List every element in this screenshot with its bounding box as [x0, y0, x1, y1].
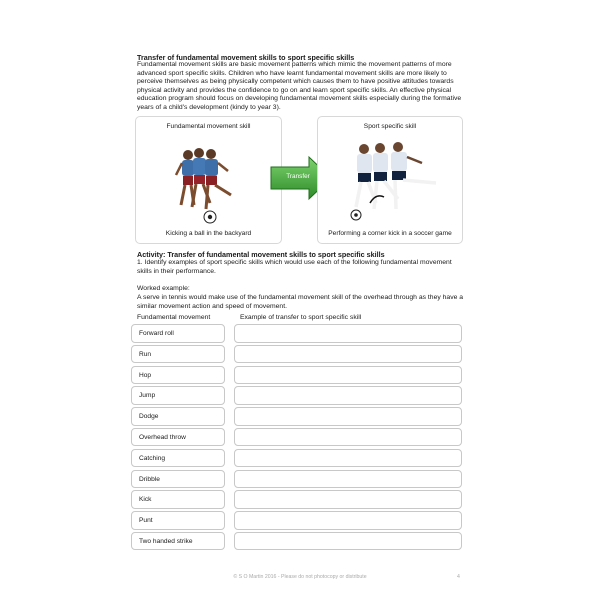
skill-label: Overhead throw	[131, 428, 225, 447]
skill-label: Run	[131, 345, 225, 364]
soccer-ball-icon	[204, 211, 216, 223]
activity-instruction: 1. Identify examples of sport specific skills which would use each of the following fundamental movement skills in their performance.	[137, 259, 452, 275]
child-kicking-ball-image	[136, 133, 283, 227]
table-row	[131, 345, 462, 366]
skill-label: Two handed strike	[131, 532, 225, 551]
table-row	[131, 511, 462, 532]
skill-label: Catching	[131, 449, 225, 468]
answer-field[interactable]	[234, 449, 462, 468]
fundamental-skill-caption: Fundamental movement skill	[166, 123, 251, 130]
skill-label: Dribble	[131, 470, 225, 489]
page-number: 4	[457, 574, 460, 580]
answer-field[interactable]	[234, 324, 462, 343]
answer-field[interactable]	[234, 386, 462, 405]
table-row	[131, 324, 462, 345]
skill-label: Punt	[131, 511, 225, 530]
table-row	[131, 490, 462, 511]
sport-specific-skill-caption: Sport specific skill	[363, 123, 417, 130]
sport-specific-skill-panel	[317, 116, 463, 244]
skill-label: Kick	[131, 490, 225, 509]
table-row	[131, 366, 462, 387]
answer-field[interactable]	[234, 345, 462, 364]
soccer-corner-kick-image	[318, 133, 464, 227]
worked-example-text: A serve in tennis would make use of the fundamental movement skill of the overhead through as they have a similar movement action and speed of movement.	[137, 294, 464, 310]
skills-table	[131, 324, 462, 553]
transfer-label: Transfer	[286, 173, 310, 180]
intro-paragraph: Fundamental movement skills are basic movement patterns which mimic the movement patterns of more advanced sport specific skills. Children who have learnt fundamental movement skills are more likely to perceive themselves as being physically competent which causes them to have positive attitudes towards physical activity and provides the confidence to go on and learn sport specific skills. An effective physical education program should focus on developing fundamental movement skills especially during the formative years of a child's development (kindy to year 3).	[137, 61, 462, 111]
answer-field[interactable]	[234, 511, 462, 530]
sport-specific-skill-example: Performing a corner kick in a soccer game	[328, 230, 452, 237]
activity-title: Activity: Transfer of fundamental movement skills to sport specific skills	[137, 250, 385, 259]
skill-label: Dodge	[131, 407, 225, 426]
answer-field[interactable]	[234, 366, 462, 385]
fundamental-skill-example: Kicking a ball in the backyard	[165, 230, 252, 237]
fundamental-skill-panel	[135, 116, 282, 244]
table-row	[131, 449, 462, 470]
fundamental-movement-header: Fundamental movement	[137, 314, 211, 321]
worked-example-label: Worked example:	[137, 285, 190, 292]
table-row	[131, 407, 462, 428]
table-row	[131, 470, 462, 491]
table-row	[131, 386, 462, 407]
answer-field[interactable]	[234, 490, 462, 509]
table-row	[131, 532, 462, 553]
answer-field[interactable]	[234, 407, 462, 426]
skill-label: Jump	[131, 386, 225, 405]
soccer-ball-icon	[351, 210, 361, 220]
child-figure-1	[176, 150, 194, 205]
section-title: Transfer of fundamental movement skills to sport specific skills	[137, 53, 355, 62]
skill-label: Hop	[131, 366, 225, 385]
table-row	[131, 428, 462, 449]
skill-label: Forward roll	[131, 324, 225, 343]
answer-field[interactable]	[234, 470, 462, 489]
answer-field[interactable]	[234, 428, 462, 447]
transfer-example-header: Example of transfer to sport specific skill	[240, 314, 362, 321]
player-figure-1	[356, 144, 376, 207]
answer-field[interactable]	[234, 532, 462, 551]
copyright-footer: © S O Martin 2016 - Please do not photocopy or distribute	[233, 574, 367, 580]
